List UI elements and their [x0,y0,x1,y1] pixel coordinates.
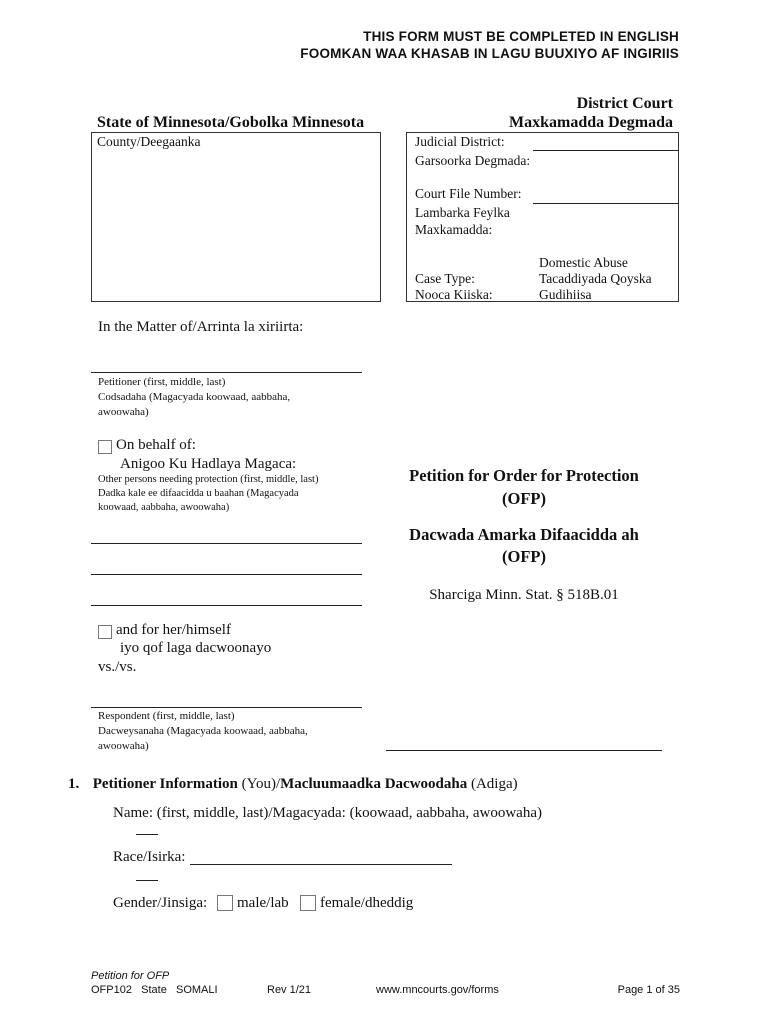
file-number-label-so-2: Maxkamadda: [415,222,493,237]
case-type-value-1: Domestic Abuse [539,255,628,270]
judicial-district-label-so: Garsoorka Degmada: [415,153,531,168]
county-label: County/Deegaanka [97,134,201,149]
and-for-self-label: and for her/himself [116,622,231,638]
respondent-name-field[interactable] [91,707,362,708]
section-heading-en: Petitioner Information [92,776,238,792]
female-checkbox[interactable] [300,895,316,911]
footer-form-title: Petition for OFP [91,970,170,982]
section-heading-so: Macluumaadka Dacwoodaha [280,776,468,792]
title-en-2: (OFP) [502,489,546,508]
on-behalf-caption-2: Dadka kale ee difaacidda u baahan (Magacyada [98,488,299,499]
state-title: State of Minnesota/Gobolka Minnesota [97,114,365,131]
and-for-self-checkbox[interactable] [98,625,112,639]
male-label: male/lab [237,895,289,911]
matter-label: In the Matter of/Arrinta la xiriirta: [98,319,304,335]
petitioner-caption-3: awoowaha) [98,406,149,418]
name-field[interactable] [136,834,158,835]
footer-page-number: Page 1 of 35 [617,984,680,996]
versus-label: vs./vs. [98,659,137,675]
respondent-caption-3: awoowaha) [98,740,149,752]
race-field-continued[interactable] [136,880,158,881]
footer-url-link[interactable]: www.mncourts.gov/forms [376,984,499,996]
file-number-field[interactable] [533,203,679,204]
petitioner-caption-1: Petitioner (first, middle, last) [98,376,226,388]
other-person-field-2[interactable] [91,574,362,575]
female-label: female/dheddig [320,895,414,911]
respondent-caption-2: Dacweysanaha (Magacyada koowaad, aabbaha, [98,725,308,737]
title-en-1: Petition for Order for Protection [409,466,639,485]
on-behalf-caption-3: koowaad, aabbaha, awoowaha) [98,502,230,513]
case-type-label-so: Nooca Kiiska: [415,287,493,302]
court-title-so: Maxkamadda Degmada [508,114,673,131]
on-behalf-label: On behalf of: [116,437,196,453]
and-for-self-label-so: iyo qof laga dacwoonayo [120,640,272,656]
other-person-field-1[interactable] [91,543,362,544]
on-behalf-label-so: Anigoo Ku Hadlaya Magaca: [120,456,297,472]
footer-form-id: OFP102 State SOMALI [91,984,218,996]
section-number: 1. [68,776,80,792]
court-title-en: District Court [576,95,673,112]
case-box [406,132,679,302]
signature-line[interactable] [386,750,662,751]
petitioner-name-field[interactable] [91,372,362,373]
case-type-value-3: Gudihiisa [539,287,592,302]
race-field[interactable] [190,864,452,865]
other-person-field-3[interactable] [91,605,362,606]
file-number-label-so-1: Lambarka Feylka [415,205,510,220]
section-heading-you: (You)/ [237,776,281,792]
judicial-district-field[interactable] [533,150,679,151]
race-label: Race/Isirka: [113,849,186,865]
footer-revision: Rev 1/21 [267,984,312,996]
title-so-2: (OFP) [502,547,546,566]
english-notice: THIS FORM MUST BE COMPLETED IN ENGLISH [363,29,679,44]
somali-notice: FOOMKAN WAA KHASAB IN LAGU BUUXIYO AF INGIRIIS [300,46,679,61]
name-label: Name: (first, middle, last)/Magacyada: (koowaad, aabbaha, awoowaha) [113,805,542,821]
male-checkbox[interactable] [217,895,233,911]
judicial-district-label: Judicial District: [415,134,505,149]
case-type-label: Case Type: [415,271,475,286]
on-behalf-caption-1: Other persons needing protection (first, middle, last) [98,474,319,485]
on-behalf-checkbox[interactable] [98,440,112,454]
section-heading-adiga: (Adiga) [467,776,518,792]
file-number-label: Court File Number: [415,186,522,201]
petitioner-caption-2: Codsadaha (Magacyada koowaad, aabbaha, [98,391,291,403]
respondent-caption-1: Respondent (first, middle, last) [98,710,235,722]
title-so-1: Dacwada Amarka Difaacidda ah [409,525,639,544]
statute-reference: Sharciga Minn. Stat. § 518B.01 [429,587,619,603]
case-type-value-2: Tacaddiyada Qoyska [539,271,652,286]
gender-label: Gender/Jinsiga: [113,895,208,911]
section-1-heading [68,776,518,793]
county-box[interactable] [91,132,381,302]
